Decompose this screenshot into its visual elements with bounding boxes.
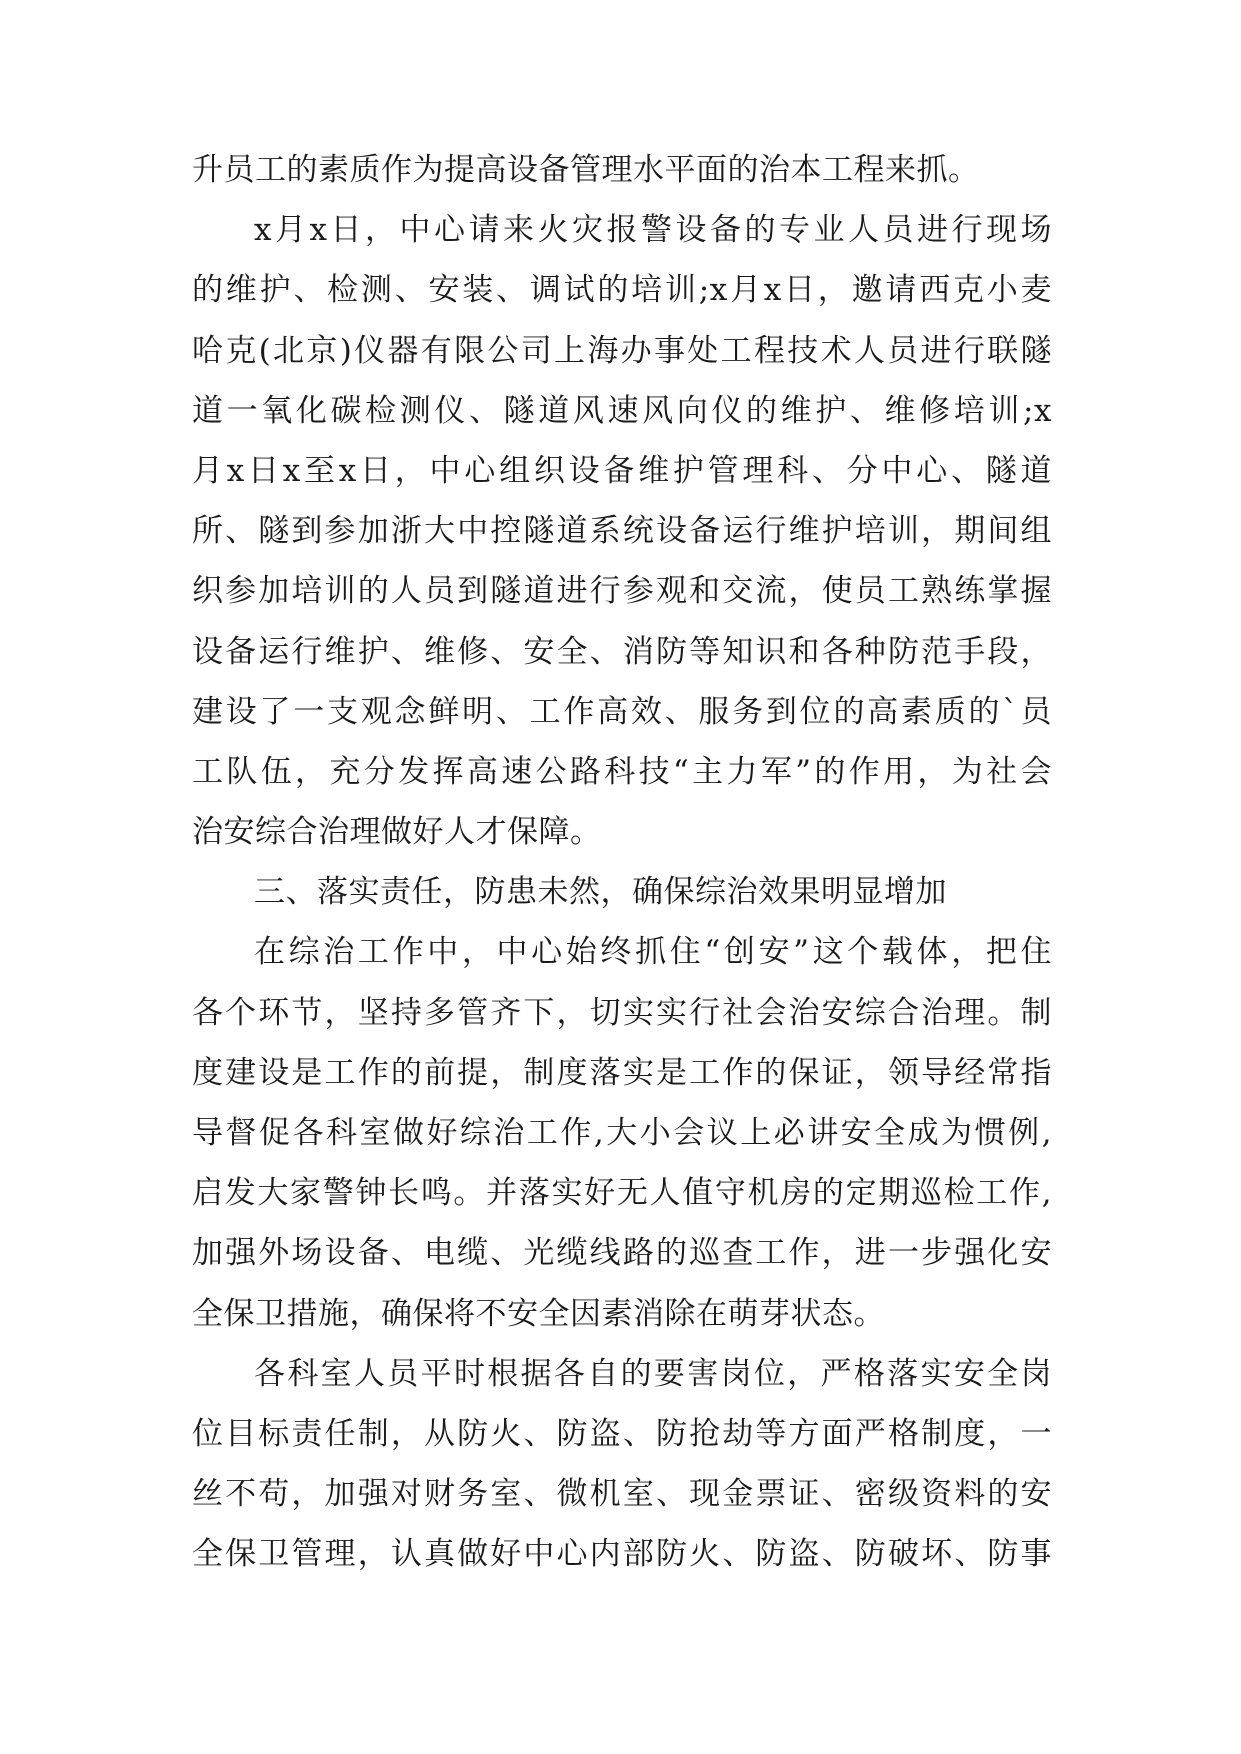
text-line: 全保卫管理，认真做好中心内部防火、防盗、防破坏、防事	[192, 1536, 1052, 1573]
text-line: 设备运行维护、维修、安全、消防等知识和各种防范手段，	[192, 633, 1052, 670]
text-line: 丝不苟，加强对财务室、微机室、现金票证、密级资料的安	[192, 1476, 1052, 1513]
text-line: x月x日，中心请来火灾报警设备的专业人员进行现场	[254, 212, 1052, 249]
text-line: 所、隧到参加浙大中控隧道系统设备运行维护培训，期间组	[192, 513, 1052, 550]
text-line: 位目标责任制，从防火、防盗、防抢劫等方面严格制度，一	[192, 1415, 1052, 1452]
text-line: 的维护、检测、安装、调试的培训;x月x日，邀请西克小麦	[192, 272, 1052, 309]
text-line: 道一氧化碳检测仪、隧道风速风向仪的维护、维修培训;x	[192, 392, 1052, 429]
text-line: 升员工的素质作为提高设备管理水平面的治本工程来抓。	[192, 152, 980, 188]
text-line: 各个环节，坚持多管齐下，切实实行社会治安综合治理。制	[192, 994, 1052, 1031]
text-line: 全保卫措施，确保将不安全因素消除在萌芽状态。	[192, 1295, 885, 1332]
text-line: 在综治工作中，中心始终抓住“创安”这个载体，把住	[254, 934, 1052, 971]
document-body	[192, 140, 1052, 1585]
text-line: 治安综合治理做好人才保障。	[192, 814, 602, 851]
text-line: 哈克(北京)仪器有限公司上海办事处工程技术人员进行联隧	[192, 332, 1052, 369]
text-line: 三、落实责任，防患未然，确保综治效果明显增加	[254, 874, 947, 911]
text-line: 工队伍，充分发挥高速公路科技“主力军”的作用，为社会	[192, 753, 1052, 790]
text-line: 各科室人员平时根据各自的要害岗位，严格落实安全岗	[254, 1355, 1052, 1392]
text-line: 度建设是工作的前提，制度落实是工作的保证，领导经常指	[192, 1054, 1052, 1091]
text-line: 导督促各科室做好综治工作,大小会议上必讲安全成为惯例,	[192, 1115, 1052, 1151]
text-line: 月x日x至x日，中心组织设备维护管理科、分中心、隧道	[192, 452, 1052, 489]
text-line: 启发大家警钟长鸣。并落实好无人值守机房的定期巡检工作,	[192, 1175, 1052, 1212]
text-line: 织参加培训的人员到隧道进行参观和交流，使员工熟练掌握	[192, 573, 1052, 610]
text-line: 加强外场设备、电缆、光缆线路的巡查工作，进一步强化安	[192, 1235, 1052, 1272]
text-line: 建设了一支观念鲜明、工作高效、服务到位的高素质的`员	[192, 693, 1052, 730]
